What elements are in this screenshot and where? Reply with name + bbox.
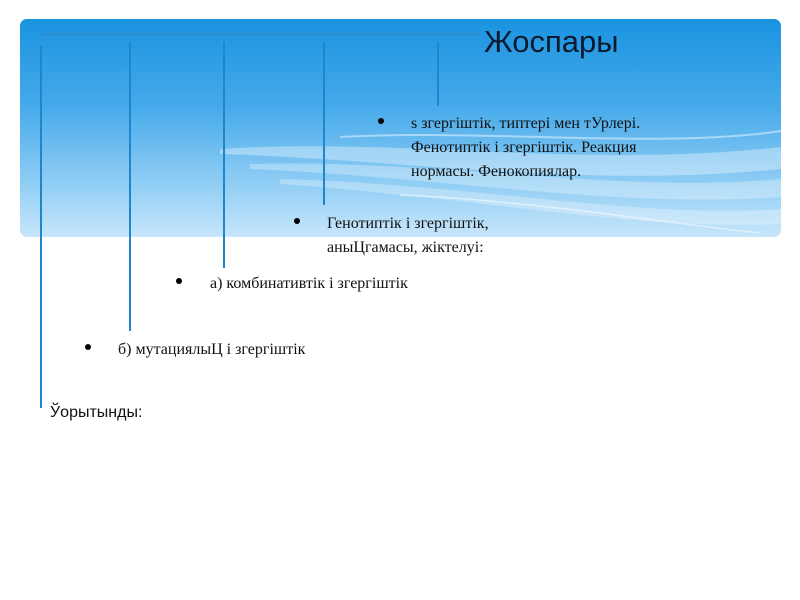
bullet-dot-icon (294, 218, 300, 224)
bullet-line: s згергіштік, типтері мен тУрлері. (411, 115, 641, 132)
bullet-line: б) мутациялыЦ і згергіштік (118, 341, 306, 358)
bullet-line: Фенотиптік і згергіштік. Реакция (411, 139, 637, 156)
bullet-line: а) комбинативтік і згергіштік (210, 275, 408, 292)
banner-wave-decoration (20, 19, 781, 237)
vertical-line-2 (129, 42, 131, 331)
bullet-dot-icon (378, 118, 384, 124)
bullet-line: нормасы. Фенокопиялар. (411, 163, 582, 180)
bullet-line: Генотиптік і згергіштік, (327, 215, 489, 232)
vertical-line-3 (223, 42, 225, 268)
title-rule-line (40, 33, 478, 36)
bullet-line: аныЦгамасы, жіктелуі: (327, 239, 484, 256)
bullet-dot-icon (85, 344, 91, 350)
vertical-line-4 (323, 42, 325, 205)
title-banner (20, 19, 781, 237)
slide-title: Жоспары (484, 24, 619, 59)
bullet-dot-icon (176, 278, 182, 284)
vertical-line-1 (40, 46, 42, 408)
conclusion-label: Ўорытынды: (50, 404, 143, 421)
vertical-line-5 (437, 42, 439, 106)
